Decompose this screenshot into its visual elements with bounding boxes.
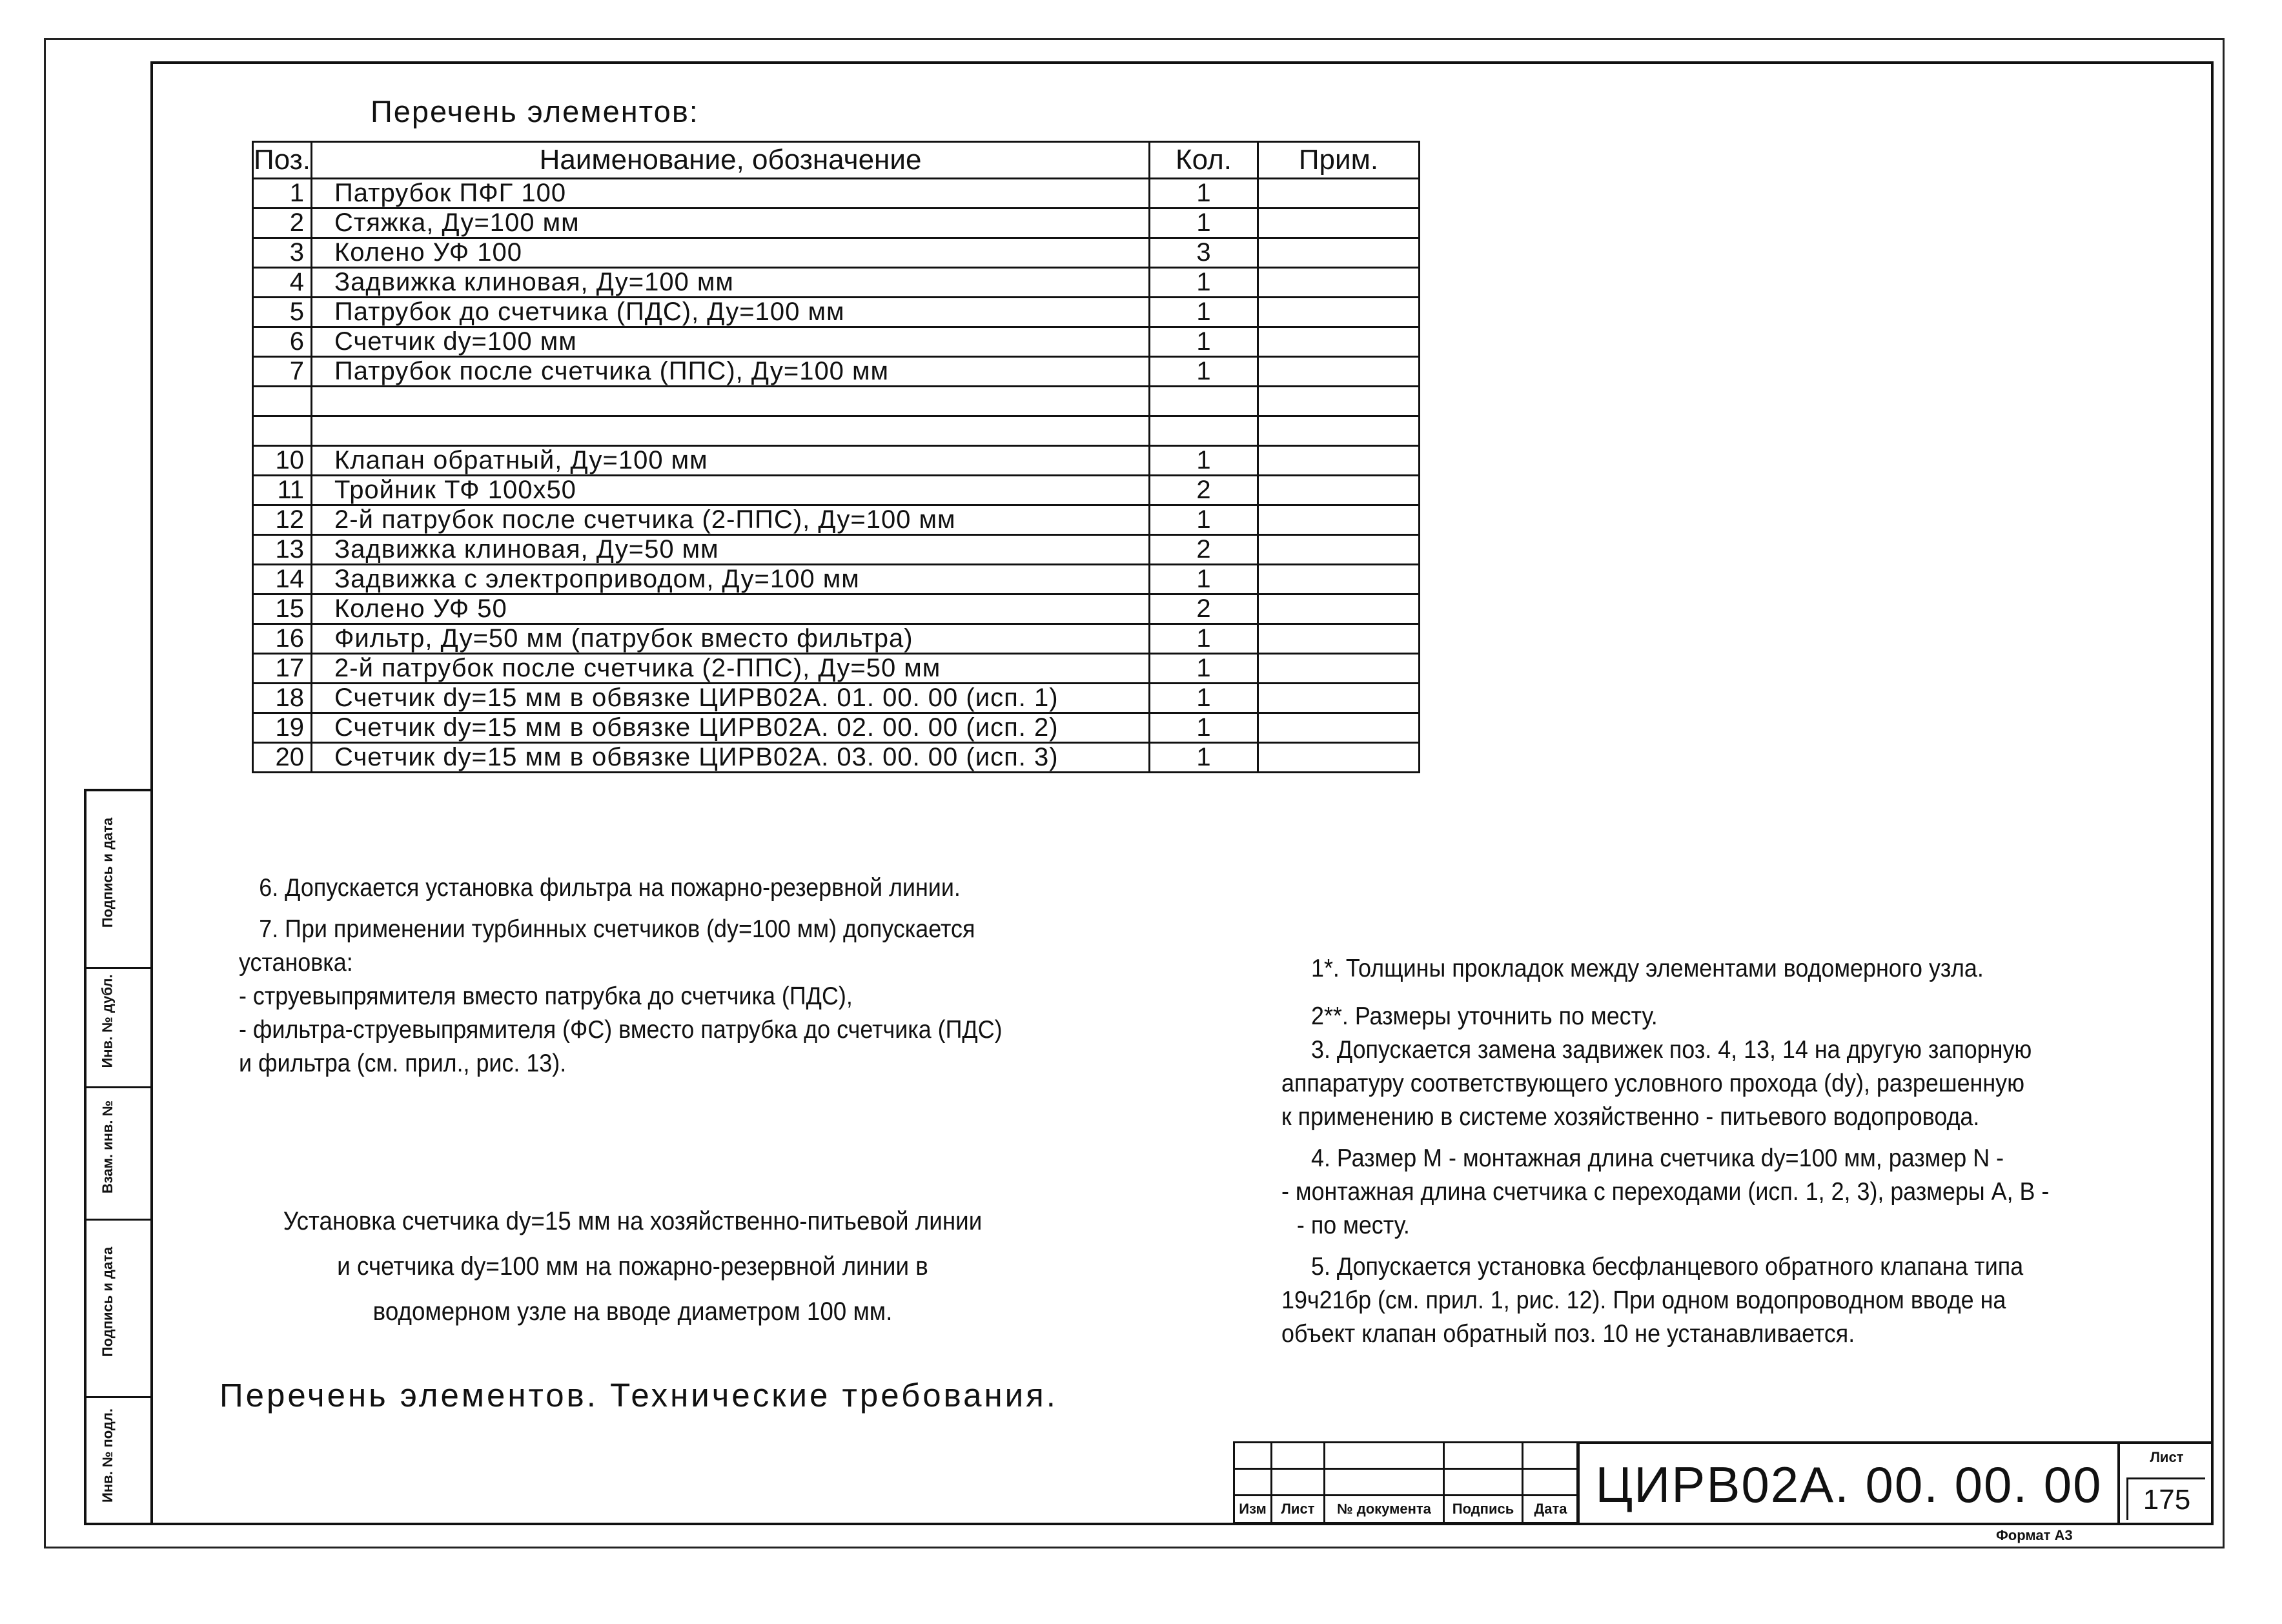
sheet-box <box>2117 1441 2214 1525</box>
notes-right <box>1281 952 2049 1351</box>
title-block <box>1233 1441 1580 1524</box>
drawing-caption <box>213 1204 1052 1329</box>
cell-qty: 1 <box>1150 565 1258 594</box>
note-7-line: установка: <box>239 949 353 977</box>
header-name: Наименование, обозначение <box>312 142 1150 179</box>
table-row <box>253 387 1420 416</box>
table-row <box>253 743 1420 773</box>
cell-qty: 1 <box>1150 298 1258 327</box>
table-row <box>253 505 1420 535</box>
cell-name: Колено УФ 100 <box>312 238 1150 268</box>
note-7-line: - фильтра-струевыпрямителя (ФС) вместо патрубка до счетчика (ПДС) <box>239 1016 1003 1044</box>
note-5-line: 19ч21бр (см. прил. 1, рис. 12). При одном водопроводном вводе на <box>1281 1286 2006 1314</box>
cell-note <box>1258 713 1420 743</box>
side-stamp-cell <box>87 1221 150 1398</box>
cell-note <box>1258 743 1420 773</box>
cell-note <box>1258 208 1420 238</box>
table-row <box>253 357 1420 387</box>
side-stamp-label: Подпись и дата <box>99 1246 116 1357</box>
cell-note <box>1258 654 1420 684</box>
list-title: Перечень элементов: <box>371 94 699 128</box>
cell-pos: 3 <box>253 238 312 268</box>
cell-name: Счетчик dy=15 мм в обвязке ЦИРВ02А. 01. 00. 00 (исп. 1) <box>312 684 1150 713</box>
cell-note <box>1258 565 1420 594</box>
cell-name: Счетчик dy=100 мм <box>312 327 1150 357</box>
cell-name: Фильтр, Ду=50 мм (патрубок вместо фильтра) <box>312 624 1150 654</box>
cell-pos: 17 <box>253 654 312 684</box>
elements-table <box>252 141 1420 773</box>
note-4-line: 4. Размер М - монтажная длина счетчика dy=100 мм, размер N - <box>1311 1144 2004 1172</box>
document-code: ЦИРВ02А. 00. 00. 00 <box>1576 1441 2119 1525</box>
cell-qty: 1 <box>1150 179 1258 208</box>
label-date: Дата <box>1523 1496 1579 1523</box>
cell-note <box>1258 268 1420 298</box>
sheet-label: Лист <box>2150 1449 2184 1465</box>
cell-pos: 12 <box>253 505 312 535</box>
note-3-line: 3. Допускается замена задвижек поз. 4, 13, 14 на другую запорную <box>1311 1036 2032 1064</box>
cell-note <box>1258 357 1420 387</box>
caption-line: Установка счетчика dy=15 мм на хозяйственно-питьевой линии <box>283 1207 983 1235</box>
side-stamp-label: Инв. № подл. <box>99 1408 116 1503</box>
cell-note <box>1258 535 1420 565</box>
cell-pos: 1 <box>253 179 312 208</box>
cell-qty: 2 <box>1150 594 1258 624</box>
cell-qty: 1 <box>1150 446 1258 476</box>
label-document-number: № документа <box>1325 1496 1444 1523</box>
table-row <box>253 268 1420 298</box>
cell-qty: 1 <box>1150 505 1258 535</box>
cell-qty: 1 <box>1150 268 1258 298</box>
cell-name: Патрубок до счетчика (ПДС), Ду=100 мм <box>312 298 1150 327</box>
table-row <box>253 535 1420 565</box>
revision-row <box>1234 1443 1579 1469</box>
cell-qty: 2 <box>1150 535 1258 565</box>
cell-qty <box>1150 387 1258 416</box>
sheet-title: Перечень элементов. Технические требования. <box>219 1377 1058 1414</box>
cell-note <box>1258 327 1420 357</box>
cell-name: Задвижка клиновая, Ду=100 мм <box>312 268 1150 298</box>
cell-name: Стяжка, Ду=100 мм <box>312 208 1150 238</box>
cell-name: 2-й патрубок после счетчика (2-ППС), Ду=50 мм <box>312 654 1150 684</box>
table-row <box>253 565 1420 594</box>
cell-qty: 1 <box>1150 327 1258 357</box>
cell-pos: 4 <box>253 268 312 298</box>
table-row <box>253 713 1420 743</box>
cell-pos <box>253 416 312 446</box>
cell-qty: 3 <box>1150 238 1258 268</box>
cell-name: 2-й патрубок после счетчика (2-ППС), Ду=100 мм <box>312 505 1150 535</box>
cell-qty: 2 <box>1150 476 1258 505</box>
cell-name: Счетчик dy=15 мм в обвязке ЦИРВ02А. 02. 00. 00 (исп. 2) <box>312 713 1150 743</box>
cell-qty: 1 <box>1150 624 1258 654</box>
table-row <box>253 624 1420 654</box>
note-1: 1*. Толщины прокладок между элементами водомерного узла. <box>1311 955 1984 982</box>
header-pos: Поз. <box>253 142 312 179</box>
cell-note <box>1258 179 1420 208</box>
cell-name: Задвижка с электроприводом, Ду=100 мм <box>312 565 1150 594</box>
cell-note <box>1258 238 1420 268</box>
cell-name: Счетчик dy=15 мм в обвязке ЦИРВ02А. 03. 00. 00 (исп. 3) <box>312 743 1150 773</box>
table-row <box>253 298 1420 327</box>
side-stamp-label: Подпись и дата <box>99 817 116 928</box>
cell-qty: 1 <box>1150 654 1258 684</box>
side-stamp-cell <box>87 1398 150 1525</box>
note-4-line: - по месту. <box>1296 1212 1410 1239</box>
cell-pos: 16 <box>253 624 312 654</box>
cell-pos: 2 <box>253 208 312 238</box>
note-3-line: аппаратуру соответствующего условного прохода (dy), разрешенную <box>1281 1070 2025 1097</box>
caption-line: водомерном узле на вводе диаметром 100 мм. <box>372 1297 893 1326</box>
cell-note <box>1258 594 1420 624</box>
cell-pos: 13 <box>253 535 312 565</box>
note-5-line: объект клапан обратный поз. 10 не устанавливается. <box>1281 1320 1855 1348</box>
table-row <box>253 327 1420 357</box>
note-7-line: и фильтра (см. прил., рис. 13). <box>239 1050 567 1077</box>
side-stamp-cell <box>87 969 150 1088</box>
cell-note <box>1258 446 1420 476</box>
side-stamp <box>84 789 150 1525</box>
table-header-row <box>253 142 1420 179</box>
cell-qty: 1 <box>1150 208 1258 238</box>
table-row <box>253 654 1420 684</box>
cell-note <box>1258 387 1420 416</box>
cell-name <box>312 416 1150 446</box>
title-block-labels <box>1234 1496 1579 1523</box>
cell-qty: 1 <box>1150 357 1258 387</box>
cell-note <box>1258 416 1420 446</box>
cell-name: Патрубок после счетчика (ППС), Ду=100 мм <box>312 357 1150 387</box>
cell-name: Клапан обратный, Ду=100 мм <box>312 446 1150 476</box>
table-row <box>253 238 1420 268</box>
cell-pos: 19 <box>253 713 312 743</box>
cell-name: Колено УФ 50 <box>312 594 1150 624</box>
cell-note <box>1258 476 1420 505</box>
label-signature: Подпись <box>1444 1496 1523 1523</box>
cell-pos: 18 <box>253 684 312 713</box>
cell-pos: 20 <box>253 743 312 773</box>
cell-pos: 10 <box>253 446 312 476</box>
label-change: Изм <box>1234 1496 1272 1523</box>
sheet-number: 175 <box>2126 1477 2205 1520</box>
note-7-line: - струевыпрямителя вместо патрубка до счетчика (ПДС), <box>239 982 853 1010</box>
table-body <box>253 179 1420 773</box>
revision-row <box>1234 1469 1579 1496</box>
cell-pos <box>253 387 312 416</box>
cell-pos: 7 <box>253 357 312 387</box>
table-row <box>253 476 1420 505</box>
table-row <box>253 684 1420 713</box>
notes-left <box>239 871 1003 1081</box>
cell-name: Тройник ТФ 100х50 <box>312 476 1150 505</box>
cell-qty: 1 <box>1150 684 1258 713</box>
cell-name <box>312 387 1150 416</box>
format-label: Формат А3 <box>1996 1527 2073 1543</box>
cell-note <box>1258 505 1420 535</box>
cell-pos: 5 <box>253 298 312 327</box>
cell-qty: 1 <box>1150 713 1258 743</box>
cell-note <box>1258 684 1420 713</box>
cell-pos: 15 <box>253 594 312 624</box>
table-row <box>253 594 1420 624</box>
note-5-line: 5. Допускается установка бесфланцевого обратного клапана типа <box>1311 1253 2024 1281</box>
cell-name: Задвижка клиновая, Ду=50 мм <box>312 535 1150 565</box>
side-stamp-cell <box>87 1088 150 1221</box>
note-3-line: к применению в системе хозяйственно - питьевого водопровода. <box>1281 1103 1980 1131</box>
cell-qty <box>1150 416 1258 446</box>
cell-pos: 14 <box>253 565 312 594</box>
table-row <box>253 416 1420 446</box>
side-stamp-cell <box>87 791 150 969</box>
table-row <box>253 208 1420 238</box>
cell-pos: 6 <box>253 327 312 357</box>
table-row <box>253 446 1420 476</box>
caption-line: и счетчика dy=100 мм на пожарно-резервной линии в <box>337 1252 928 1281</box>
cell-pos: 11 <box>253 476 312 505</box>
note-7-line: 7. При применении турбинных счетчиков (dy=100 мм) допускается <box>259 915 975 943</box>
header-note: Прим. <box>1258 142 1420 179</box>
note-2: 2**. Размеры уточнить по месту. <box>1311 1002 1658 1030</box>
cell-note <box>1258 298 1420 327</box>
note-4-line: - монтажная длина счетчика с переходами (исп. 1, 2, 3), размеры А, В - <box>1281 1178 2050 1206</box>
label-sheet: Лист <box>1272 1496 1325 1523</box>
table-row <box>253 179 1420 208</box>
header-qty: Кол. <box>1150 142 1258 179</box>
side-stamp-label: Инв. № дубл. <box>99 974 116 1068</box>
note-6: 6. Допускается установка фильтра на пожарно-резервной линии. <box>259 874 961 902</box>
cell-qty: 1 <box>1150 743 1258 773</box>
side-stamp-label: Взам. инв. № <box>99 1100 116 1194</box>
cell-note <box>1258 624 1420 654</box>
cell-name: Патрубок ПФГ 100 <box>312 179 1150 208</box>
